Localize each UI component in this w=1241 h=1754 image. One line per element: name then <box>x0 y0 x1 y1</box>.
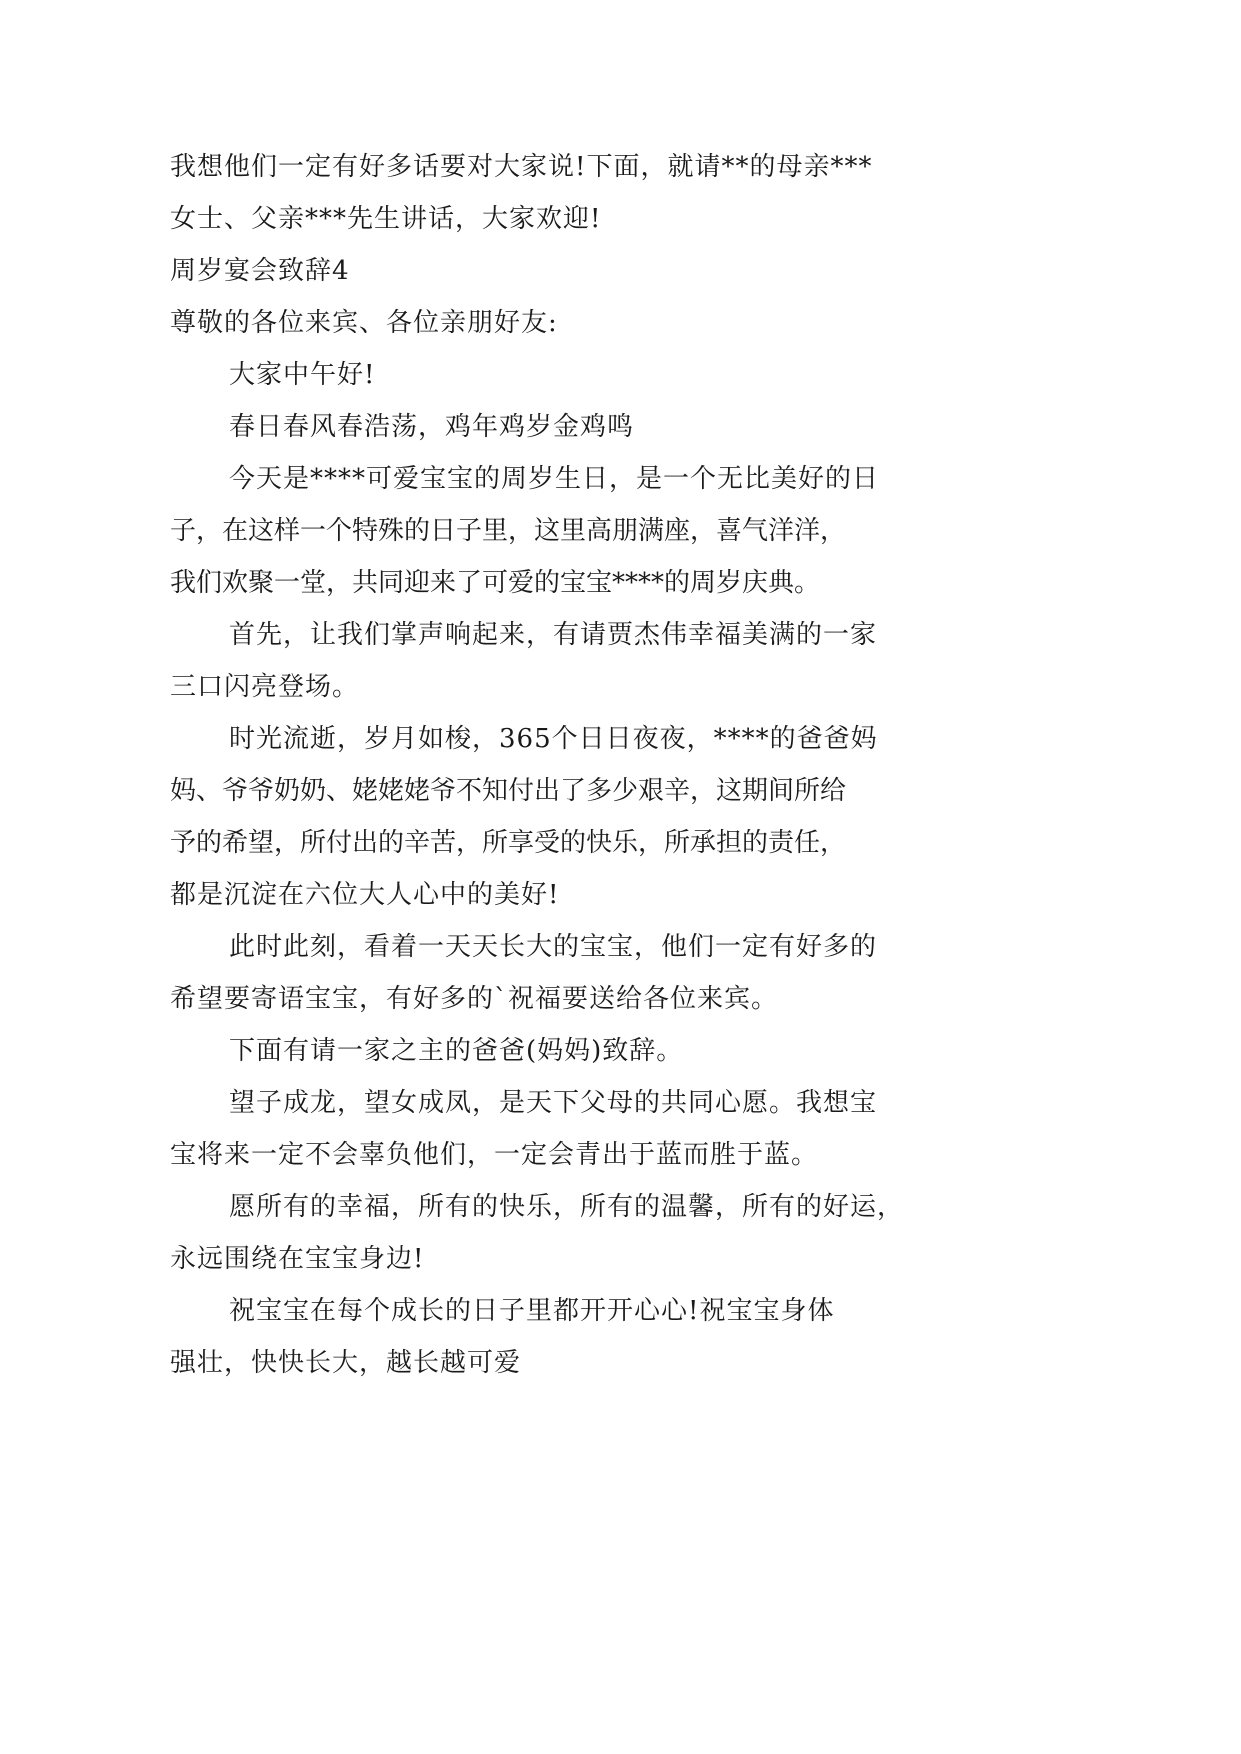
text-line: 我们欢聚一堂，共同迎来了可爱的宝宝****的周岁庆典。 <box>170 568 821 598</box>
section-title: 周岁宴会致辞4 <box>170 256 350 286</box>
text-line: 大家中午好! <box>229 360 376 390</box>
text-line: 永远围绕在宝宝身边! <box>170 1244 425 1274</box>
text-line: 宝将来一定不会辜负他们，一定会青出于蓝而胜于蓝。 <box>170 1140 819 1170</box>
text-line: 我想他们一定有好多话要对大家说!下面，就请**的母亲*** <box>170 152 873 182</box>
text-line: 首先，让我们掌声响起来，有请贾杰伟幸福美满的一家 <box>229 620 878 650</box>
text-line: 予的希望，所付出的辛苦，所享受的快乐，所承担的责任， <box>170 828 847 858</box>
text-line: 望子成龙，望女成凤，是天下父母的共同心愿。我想宝 <box>229 1088 878 1118</box>
text-line: 希望要寄语宝宝，有好多的`祝福要送给各位来宾。 <box>170 984 779 1014</box>
text-line: 女士、父亲***先生讲话，大家欢迎! <box>170 204 602 234</box>
salutation: 尊敬的各位来宾、各位亲朋好友: <box>170 308 558 338</box>
text-line: 子，在这样一个特殊的日子里，这里高朋满座，喜气洋洋， <box>170 516 847 546</box>
text-line: 此时此刻，看着一天天长大的宝宝，他们一定有好多的 <box>229 932 878 962</box>
text-line: 时光流逝，岁月如梭，365个日日夜夜，****的爸爸妈 <box>229 724 878 754</box>
text-line: 春日春风春浩荡，鸡年鸡岁金鸡鸣 <box>229 412 635 442</box>
text-line: 今天是****可爱宝宝的周岁生日，是一个无比美好的日 <box>229 464 880 494</box>
text-line: 妈、爷爷奶奶、姥姥姥爷不知付出了多少艰辛，这期间所给 <box>170 776 847 806</box>
text-line: 下面有请一家之主的爸爸(妈妈)致辞。 <box>229 1036 684 1066</box>
text-line: 祝宝宝在每个成长的日子里都开开心心!祝宝宝身体 <box>229 1296 835 1326</box>
text-line: 都是沉淀在六位大人心中的美好! <box>170 880 560 910</box>
text-line: 强壮，快快长大，越长越可爱 <box>170 1348 522 1378</box>
text-line: 三口闪亮登场。 <box>170 672 360 702</box>
text-line: 愿所有的幸福，所有的快乐，所有的温馨，所有的好运， <box>229 1192 905 1222</box>
